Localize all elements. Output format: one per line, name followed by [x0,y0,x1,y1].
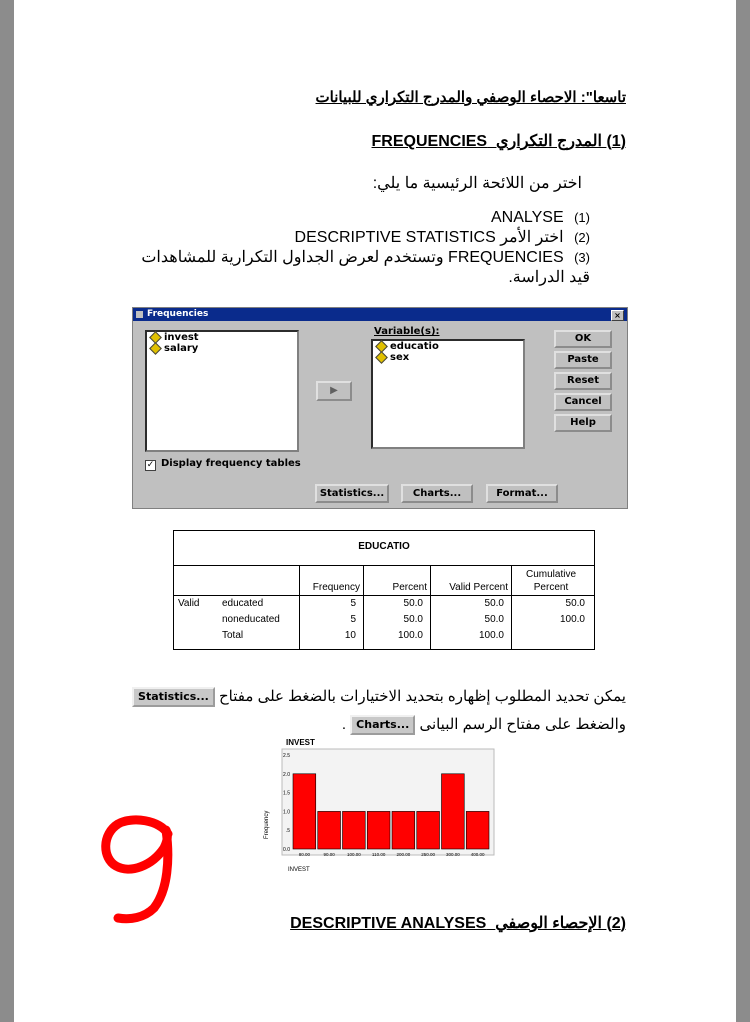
y-tick-label: 0.0 [283,847,290,853]
para-line-2: والضغط على مفتاح الرسم البيانى Charts... . [26,711,626,739]
histogram-bar [367,811,390,849]
section2-title-en: DESCRIPTIVE ANALYSES [290,915,487,932]
section1-heading [372,131,626,151]
document-page [14,0,736,1022]
section2-title-ar: الإحصاء الوصفي [495,915,602,932]
x-tick-label: 100.00 [346,852,361,857]
cancel-button[interactable]: Cancel [554,393,612,411]
histogram-bar [417,811,440,849]
histogram-bar [343,811,366,849]
section2-heading [290,913,626,933]
right-arrow-icon: ▶ [330,385,338,396]
x-tick-label: 300.00 [445,852,460,857]
y-tick-label: 1.0 [283,809,290,816]
source-variable-list[interactable] [145,330,299,452]
target-var-sex[interactable]: sex [373,352,523,363]
close-button[interactable]: × [611,310,624,321]
target-variable-list[interactable] [371,339,525,449]
paste-button[interactable]: Paste [554,351,612,369]
charts-button[interactable]: Charts... [401,484,473,503]
move-variable-button[interactable] [316,381,352,401]
row-label: Total [222,630,244,641]
y-tick-label: 2.0 [283,771,290,778]
x-tick-label: 400.00 [470,852,485,857]
y-tick-label: .5 [285,828,290,835]
x-tick-label: 200.00 [396,852,411,857]
histogram-bar [293,774,316,849]
inline-statistics-button[interactable]: Statistics... [132,687,215,707]
help-button[interactable]: Help [554,414,612,432]
histogram-bar [466,811,489,849]
intro-text: اختر من اللائحة الرئيسية ما يلي: [372,175,582,192]
section1-title-ar: المدرج التكراري [496,133,602,150]
source-var-invest[interactable]: invest [147,332,297,343]
dialog-title: Frequencies [147,309,209,319]
source-var-salary[interactable]: salary [147,343,297,354]
group-label: Valid [178,598,200,609]
step-2-en: DESCRIPTIVE STATISTICS [294,229,496,246]
inline-charts-button[interactable]: Charts... [350,715,415,735]
step-2-ar: اختر الأمر [500,229,564,246]
steps-list [120,208,590,288]
variable-icon [149,342,162,355]
chart-xlabel: INVEST [288,867,310,873]
x-tick-label: 80.00 [298,852,311,857]
section1-title-en: FREQUENCIES [371,133,488,150]
chart-ylabel: Frequency [264,810,270,839]
reset-button[interactable]: Reset [554,372,612,390]
buttons-paragraph [26,683,626,739]
histogram-bar [442,774,465,849]
frequency-table: EDUCATIO Frequency Percent Valid Percent Cumulative Percent Valid educated 5 50.0 50.0 50.0 noneducated 5 50.0 50.0 100.0 Total 10 100.0 100.0 [173,530,595,650]
step-3: (3) FREQUENCIES وتستخدم لعرض الجداول التكرارية للمشاهدات قيد الدراسة. [141,249,590,286]
invest-histogram [260,735,500,877]
histogram-bar [318,811,341,849]
statistics-button[interactable]: Statistics... [315,484,389,503]
para-line-1: يمكن تحديد المطلوب إظهاره بتحديد الاختيارات بالضغط على مفتاح Statistics... [26,683,626,711]
header-percent: Percent [392,582,427,593]
header-valid-percent: Valid Percent [449,582,508,593]
display-frequency-checkbox[interactable]: ✓ [146,460,155,470]
frequencies-dialog [132,307,628,509]
section1-number: (1) [606,133,626,150]
header-frequency: Frequency [312,582,360,593]
y-tick-label: 2.5 [283,753,290,759]
x-tick-label: 110.00 [371,852,386,857]
row-label: educated [222,598,264,609]
step-1: (1) ANALYSE [491,209,590,226]
y-tick-label: 1.5 [283,790,290,797]
format-button[interactable]: Format... [486,484,558,503]
step-1-en: ANALYSE [491,209,564,226]
display-frequency-label: Display frequency tables [161,458,301,469]
target-var-educatio[interactable]: educatio [373,341,523,352]
handwritten-nine [98,808,180,926]
histogram-bar [392,811,415,849]
ok-button[interactable]: OK [554,330,612,348]
dialog-titlebar[interactable] [133,308,627,321]
step-2: (2) اختر الأمر DESCRIPTIVE STATISTICS [294,229,590,246]
table-title: EDUCATIO [358,541,410,552]
row-label: noneducated [222,614,280,625]
chart-title: INVEST [286,738,315,747]
step-3-ar: وتستخدم لعرض الجداول التكرارية للمشاهدات قيد الدراسة. [141,249,590,286]
section2-number: (2) [606,915,626,932]
x-tick-label: 90.00 [323,852,335,857]
header-cumulative-percent: Cumulative Percent [525,569,577,593]
app-icon [136,311,143,318]
chart-svg [260,735,500,877]
target-label: Variable(s): [374,326,440,337]
variable-icon [375,351,388,364]
step-3-en: FREQUENCIES [448,249,564,266]
main-heading: تاسعا": الاحصاء الوصفي والمدرج التكراري للبيانات [315,89,626,106]
x-tick-label: 250.00 [421,852,436,857]
